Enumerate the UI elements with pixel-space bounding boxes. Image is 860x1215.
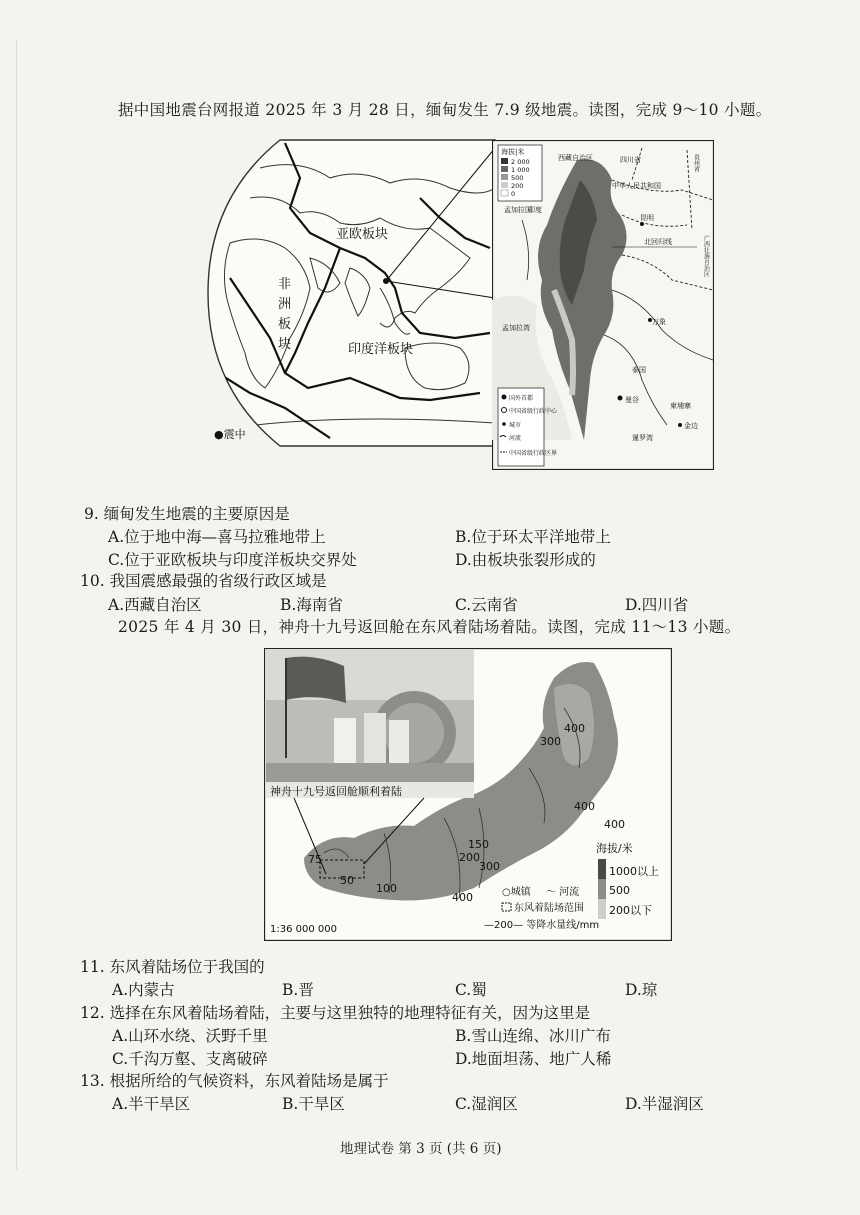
legend-elev-1000: 1 000 [511,166,530,174]
photo-caption: 神舟十九号返回舱顺利着陆 [270,785,402,798]
page-footer: 地理试卷 第 3 页 (共 6 页) [340,1141,502,1157]
legend-provincial-center: 中国省级行政中心 [509,408,558,415]
label-gulf: 暹罗湾 [632,434,653,442]
legend-town: ○城镇 [502,887,531,898]
legend-landing-range: 东风着陆场范围 [514,903,584,914]
isohyet-75: 75 [308,853,322,866]
q13-stem: 13. 根据所给的气候资料，东风着陆场是属于 [80,1072,389,1090]
label-sichuan: 四川省 [620,156,641,164]
label-indian-plate: 印度洋板块 [348,342,414,357]
label-tibet: 西藏自治区 [558,154,593,162]
q13-option-d: D.半湿润区 [625,1095,704,1113]
label-africa-1: 非 [278,277,292,292]
isohyet-400-east: 400 [574,800,595,813]
label-epicenter-legend: ●震中 [214,428,246,441]
isohyet-300-north: 300 [540,735,561,748]
legend-elev-title: 海拔|米 [501,148,525,156]
q11-stem: 11. 东风着陆场位于我国的 [80,958,265,976]
q10-stem: 10. 我国震感最强的省级行政区域是 [80,572,327,590]
q13-option-c: C.湿润区 [455,1095,518,1113]
label-africa-3: 板 [278,317,292,332]
q10-option-c: C.云南省 [455,596,518,614]
plate-globe-map [190,138,500,448]
q9-option-a: A.位于地中海—喜马拉雅地带上 [108,528,326,546]
isohyet-200: 200 [459,851,480,864]
q11-option-c: C.蜀 [455,981,487,999]
label-africa-4: 块 [278,337,292,352]
label-vientiane: 万象 [652,318,666,326]
isohyet-400-north: 400 [564,722,585,735]
label-eurasia-plate: 亚欧板块 [336,227,389,242]
q10-option-a: A.西藏自治区 [108,596,202,614]
landing-site-map [264,648,672,941]
legend-elev-200: 200 [511,182,524,190]
legend-elev-2000: 2 000 [511,158,530,166]
legend-river2: ～ 河流 [546,887,580,898]
label-bay: 孟加拉湾 [502,324,530,332]
legend-elev-0: 0 [511,190,516,198]
isohyet-300: 300 [479,860,500,873]
label-guangxi: 广西壮族自治区 [702,235,710,277]
elev-legend-high: 1000以上 [609,865,659,878]
label-tropic: 北回归线 [644,238,672,246]
elev-legend-mid: 500 [609,884,630,897]
label-bangkok: 曼谷 [625,396,639,404]
q12-option-c: C.千沟万壑、支离破碎 [112,1050,268,1068]
map-scale: 1:36 000 000 [270,924,337,935]
q10-option-b: B.海南省 [280,596,343,614]
q9-option-c: C.位于亚欧板块与印度洋板块交界处 [108,551,357,569]
label-thailand: 泰国 [632,366,646,374]
label-guizhou: 贵州省 [692,154,700,172]
label-india: 印度 [528,206,542,214]
q12-option-d: D.地面坦荡、地广人稀 [455,1050,612,1068]
intro-earthquake: 据中国地震台网报道 2025 年 3 月 28 日，缅甸发生 7.9 级地震。读图，完成 9～10 小题。 [118,101,772,119]
q13-option-a: A.半干旱区 [112,1095,191,1113]
legend-prov-border: 中国省级行政区界 [509,450,558,457]
isohyet-100: 100 [376,882,397,895]
isohyet-400: 400 [452,891,473,904]
elev-legend-low: 200以下 [609,904,652,917]
q10-option-d: D.四川省 [625,596,689,614]
page-fold-line [16,40,17,1170]
label-prc: 中华人民共和国 [612,182,661,190]
q11-option-b: B.晋 [282,981,314,999]
legend-city: 城市 [509,422,522,429]
label-kunming: 昆明 [640,214,654,222]
q11-option-a: A.内蒙古 [112,981,175,999]
label-cambodia: 柬埔寨 [670,402,691,410]
label-africa-2: 洲 [278,297,292,312]
legend-capital: 国外首都 [509,395,534,402]
isohyet-400-southeast: 400 [604,818,625,831]
legend-river: 河流 [509,435,522,442]
q12-option-a: A.山环水绕、沃野千里 [112,1027,268,1045]
q12-option-b: B.雪山连绵、冰川广布 [455,1027,611,1045]
intro-shenzhou: 2025 年 4 月 30 日，神舟十九号返回舱在东风着陆场着陆。读图，完成 11～13 小题。 [118,618,741,636]
q12-stem: 12. 选择在东风着陆场着陆，主要与这里独特的地理特征有关，因为这里是 [80,1004,591,1022]
q9-stem: 9. 缅甸发生地震的主要原因是 [84,505,290,523]
elev-legend-title: 海拔/米 [596,842,633,855]
label-phnompenh: 金边 [684,422,698,430]
isohyet-150: 150 [468,838,489,851]
globe-outline [208,140,495,446]
isohyet-50: 50 [340,874,354,887]
q11-option-d: D.琼 [625,981,658,999]
legend-elev-500: 500 [511,174,524,182]
q9-option-d: D.由板块张裂形成的 [455,551,596,569]
myanmar-detail-map [492,140,714,470]
legend-isohyet: —200— 等降水量线/mm [484,920,600,931]
q13-option-b: B.干旱区 [282,1095,345,1113]
q9-option-b: B.位于环太平洋地带上 [455,528,611,546]
label-bangladesh: 孟加拉国 [504,206,532,214]
